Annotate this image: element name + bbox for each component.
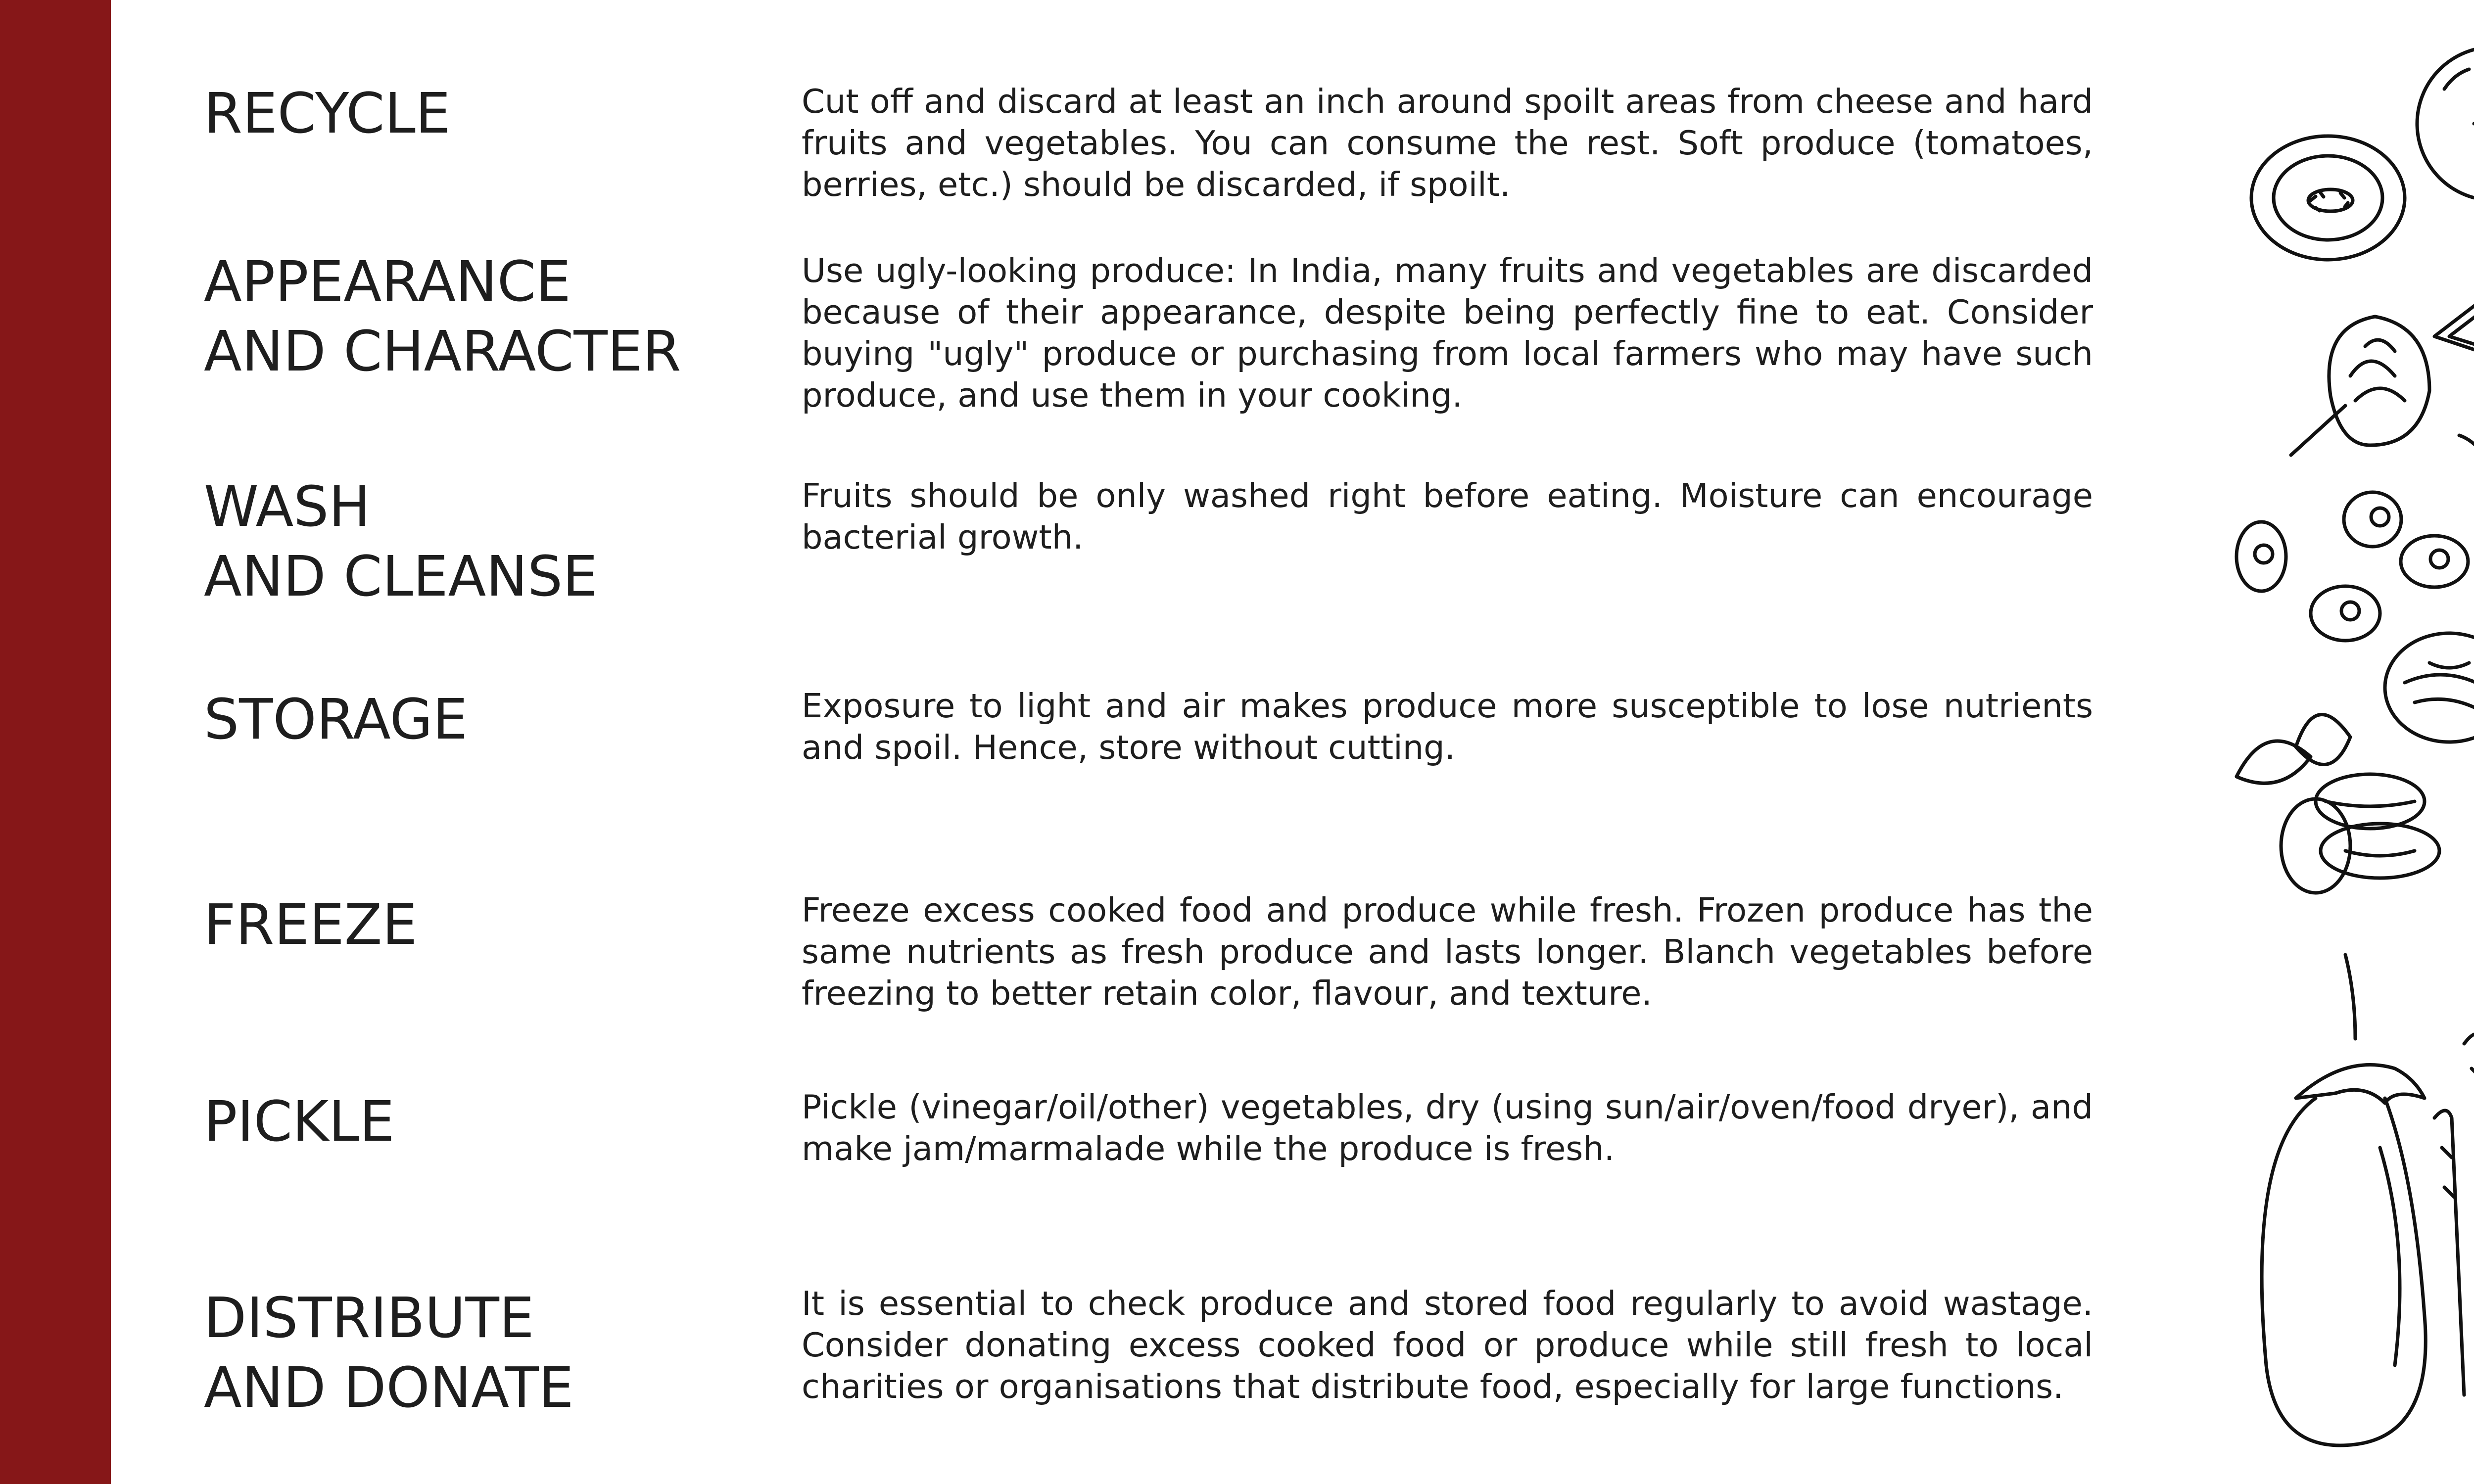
heading-line: AND CLEANSE: [204, 545, 598, 609]
section-text: Fruits should be only washed right before eating. Moisture can encourage bacterial growth.: [802, 476, 2093, 556]
section-text: Cut off and discard at least an inch around spoilt areas from cheese and hard fruits and vegetables. You can consume the rest. Soft produce (tomatoes, berries, etc.) should be discarded, if spoilt.: [802, 82, 2093, 204]
artichoke-icon: [2291, 317, 2429, 455]
beans-icon: [2236, 492, 2468, 641]
section-heading: [204, 79, 773, 149]
section-heading: [204, 1087, 773, 1157]
watermelon-slice-icon: [2434, 223, 2474, 396]
section-heading: [204, 247, 773, 387]
heading-line: APPEARANCE: [204, 250, 571, 314]
section-text: It is essential to check produce and stored food regularly to avoid wastage. Consider donating excess cooked food or produce while still fresh to local charities or organisations that distribute food, especially for large functions.: [802, 1284, 2093, 1406]
heading-line: STORAGE: [204, 688, 468, 752]
heading-line: PICKLE: [204, 1090, 395, 1154]
kiwi-icon: [2251, 136, 2405, 260]
section-text: Freeze excess cooked food and produce while fresh. Frozen produce has the same nutrients as fresh produce and lasts longer. Blanch vegetables before freezing to better retain color, flavour, and texture.: [802, 891, 2093, 1013]
section-heading: [204, 472, 773, 612]
section-text: Pickle (vinegar/oil/other) vegetables, dry (using sun/air/oven/food dryer), and make jam/marmalade while the produce is fresh.: [802, 1088, 2093, 1168]
orange-icon: [2417, 47, 2474, 200]
section-text: Exposure to light and air makes produce more susceptible to lose nutrients and spoil. Hence, store without cutting.: [802, 687, 2093, 767]
heading-line: DISTRIBUTE: [204, 1286, 534, 1350]
asparagus-icon: [2434, 1034, 2474, 1395]
section-text: Use ugly-looking produce: In India, many fruits and vegetables are discarded because of their appearance, despite being perfectly fine to eat. Consider buying "ugly" produce or purchasing from local farmers who may have such produce, and use them in your cooking.: [802, 251, 2093, 415]
heading-line: RECYCLE: [204, 82, 451, 146]
section-heading: [204, 1284, 773, 1423]
heading-line: AND DONATE: [204, 1356, 574, 1420]
heading-line: WASH: [204, 475, 371, 539]
heading-line: AND CHARACTER: [204, 320, 681, 384]
almonds-icon: [2236, 715, 2439, 893]
heading-line: FREEZE: [204, 893, 418, 957]
section-heading: [204, 685, 773, 755]
produce-illustrations: [2217, 30, 2474, 1454]
eggplant-icon: [2262, 955, 2426, 1445]
section-heading: [204, 890, 773, 960]
walnut-icon: [2385, 633, 2474, 742]
accent-sidebar: [0, 0, 111, 1484]
